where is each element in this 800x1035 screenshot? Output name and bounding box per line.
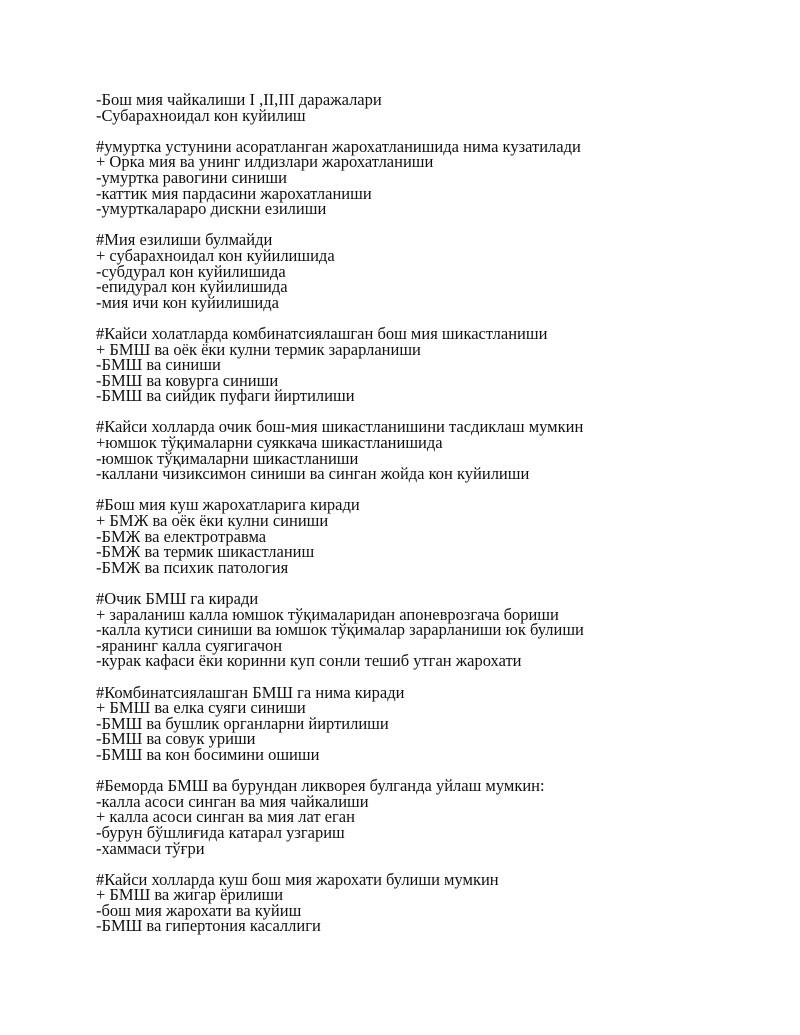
question-block [96,778,736,856]
answer-line: -яранинг калла суягигачон [96,635,283,655]
question-block [96,497,736,575]
question-line: #умуртка устунини асоратланган жарохатланишида нима кузатилади [96,136,581,156]
answer-line: +юмшок тўқималарни суяккача шикастланишида [96,433,443,453]
answer-line: -калла асоси синган ва мия чайкалиши [96,791,369,811]
question-line: #Кайси холларда куш бош мия жарохати булиши мумкин [96,869,499,889]
quiz-text [96,92,736,950]
answer-line: -БМШ ва гипертония касаллиги [96,916,321,936]
question-block [96,136,736,219]
answer-line: -бош мия жарохати ва куйиш [96,900,302,920]
answer-line: -субдурал кон куйилишида [96,261,286,281]
answer-line: + Орка мия ва унинг илдизлари жарохатланиши [96,152,434,172]
text-line: -Субарахноидал кон куйилиш [96,105,306,125]
answer-line: -БМШ ва кон босимини ошиши [96,744,320,764]
answer-line: -БМШ ва синиши [96,355,221,375]
answer-line: -БМЖ ва термик шикастланиш [96,542,315,562]
answer-line: + БМЖ ва оёк ёки кулни синиши [96,511,329,531]
question-line: #Кайси холатларда комбинатсиялашган бош мия шикастланиши [96,323,548,343]
question-block [96,591,736,669]
question-line: #Очик БМШ га киради [96,589,259,608]
question-line: #Беморда БМШ ва бурундан ликворея булганда уйлаш мумкин: [96,776,545,796]
question-line: #Комбинатсиялашган БМШ га нима киради [96,682,405,702]
answer-line: + БМШ ва елка суяги синиши [96,698,306,718]
answer-line: -бурун бўшлиғида катарал узгариш [96,822,345,842]
answer-line: -калла кутиси синиши ва юмшок тўқималар зарарланиши юк булиши [96,620,584,640]
question-block [96,869,736,936]
answer-line: + БМШ ва оёк ёки кулни термик зарарланиши [96,339,421,359]
text-line: -Бош мия чайкалиши I ,II,III даражалари [96,90,382,109]
answer-line: -умуртка равогини синиши [96,167,287,187]
question-block [96,323,736,406]
answer-line: -БМШ ва ковурга синиши [96,370,279,390]
question-line: #Бош мия куш жарохатларига киради [96,495,360,515]
answer-line: -умурткалараро дискни езилиши [96,199,327,219]
answer-line: -БМШ ва бушлик органларни йиртилиши [96,713,389,733]
text-block [96,92,736,123]
answer-line: -БМШ ва совук уриши [96,729,256,749]
question-block [96,682,736,764]
answer-line: -юмшок тўқималарни шикастланиши [96,448,359,468]
answer-line: -БМШ ва сийдик пуфаги йиртилиши [96,386,355,406]
answer-line: + калла асоси синган ва мия лат еган [96,807,355,827]
question-line: #Мия езилиши булмайди [96,230,273,250]
question-line: #Кайси холларда очик бош-мия шикастланишини тасдиклаш мумкин [96,417,584,437]
question-block [96,417,736,484]
answer-line: -епидурал кон куйилишида [96,277,288,297]
answer-line: + зараланиш калла юмшок тўқималаридан апоневрозгача бориши [96,604,559,624]
question-block [96,232,736,310]
answer-line: + субарахноидал кон куйилишида [96,245,335,265]
answer-line: -курак кафаси ёки коринни куп сонли тешиб утган жарохати [96,651,522,671]
answer-line: -БМЖ ва електротравма [96,526,267,546]
answer-line: -каллани чизиксимон синиши ва синган жойда кон куйилиши [96,464,530,484]
answer-line: -хаммаси тўғри [96,838,205,858]
answer-line: + БМШ ва жигар ёрилиши [96,885,284,905]
answer-line: -БМЖ ва психик патология [96,557,289,577]
answer-line: -каттик мия пардасини жарохатланиши [96,183,372,203]
answer-line: -мия ичи кон куйилишида [96,292,279,312]
